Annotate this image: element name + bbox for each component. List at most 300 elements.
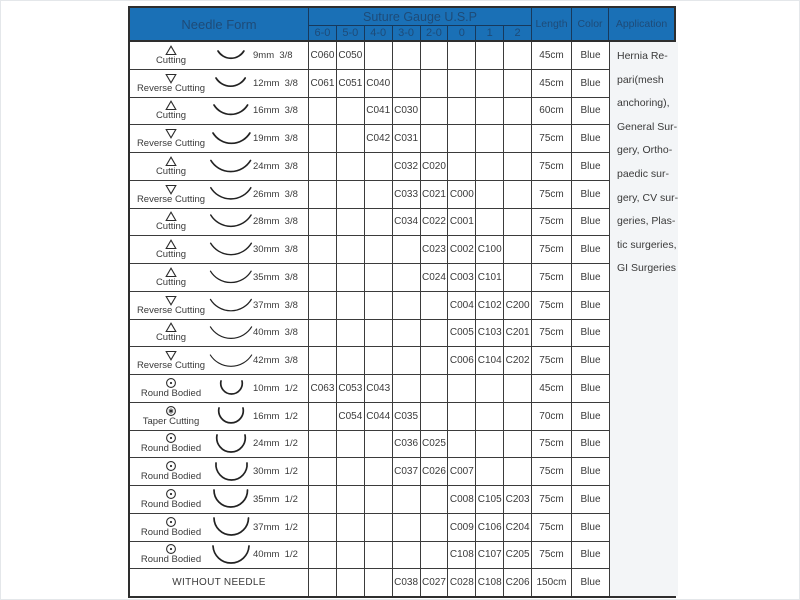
gauge-code-cell	[309, 264, 337, 291]
gauge-code-cell	[504, 375, 532, 402]
gauge-code-cell	[309, 431, 337, 458]
length-cell: 75cm	[532, 125, 572, 152]
needle-curve-icon	[209, 322, 253, 344]
gauge-code-cells	[309, 125, 532, 152]
gauge-code-cells	[309, 292, 532, 319]
length-cell: 75cm	[532, 486, 572, 513]
gauge-code-cells	[309, 42, 532, 69]
table-row	[130, 320, 609, 348]
color-cell: Blue	[580, 521, 601, 533]
gauge-code-cell	[337, 514, 365, 541]
gauge-code-cell: C038	[393, 569, 421, 596]
needle-size-label: 35mm 3/8	[253, 271, 298, 283]
table-row	[130, 542, 609, 570]
gauge-code-cell	[337, 569, 365, 596]
gauge-code-cell	[421, 98, 449, 125]
gauge-code-cell	[337, 347, 365, 374]
gauge-code-cell: C202	[504, 347, 532, 374]
gauge-code-cell: C054	[337, 403, 365, 430]
gauge-code-cell: C043	[365, 375, 393, 402]
color-header: Color	[572, 8, 609, 40]
needle-curve-icon	[209, 240, 253, 259]
gauge-code-cell	[309, 209, 337, 236]
needle-size-label: 37mm 3/8	[253, 299, 298, 311]
gauge-code-cell	[393, 542, 421, 569]
needle-form-cell	[130, 403, 309, 430]
gauge-code-cells	[309, 431, 532, 458]
gauge-code-cell	[309, 320, 337, 347]
table-row	[130, 209, 609, 237]
needle-point-icon	[165, 73, 177, 84]
gauge-code-cell	[365, 320, 393, 347]
gauge-code-cells	[309, 153, 532, 180]
gauge-code-cell	[421, 347, 449, 374]
color-cell: Blue	[580, 466, 601, 478]
needle-form-cell	[130, 486, 309, 513]
needle-size-label: 16mm 1/2	[253, 410, 298, 422]
gauge-code-cell	[448, 153, 476, 180]
gauge-size-2-0: 2-0	[421, 26, 449, 40]
needle-form-cell	[130, 70, 309, 97]
needle-type-label: Reverse Cutting	[136, 304, 206, 316]
gauge-code-cell	[504, 42, 532, 69]
needle-type-label: Reverse Cutting	[136, 360, 206, 372]
needle-type-label: Round Bodied	[140, 387, 202, 399]
length-cell: 45cm	[532, 42, 572, 69]
color-cell: Blue	[580, 188, 601, 200]
color-cell: Blue	[580, 160, 601, 172]
gauge-code-cell	[309, 181, 337, 208]
gauge-code-cell: C041	[365, 98, 393, 125]
gauge-code-cell	[337, 181, 365, 208]
gauge-code-cell	[365, 514, 393, 541]
gauge-code-cell: C036	[393, 431, 421, 458]
needle-curve-icon	[209, 516, 253, 538]
gauge-code-cell: C100	[476, 236, 504, 263]
gauge-code-cell: C040	[365, 70, 393, 97]
gauge-code-cell: C031	[393, 125, 421, 152]
gauge-code-cell	[448, 42, 476, 69]
gauge-code-cell	[504, 209, 532, 236]
needle-type	[133, 184, 209, 205]
needle-type	[133, 461, 209, 482]
needle-size-label: 16mm 3/8	[253, 105, 298, 117]
needle-curve-icon	[209, 49, 253, 62]
gauge-code-cell	[309, 542, 337, 569]
rows-column	[130, 42, 609, 596]
needle-size-label: 19mm 3/8	[253, 133, 298, 145]
needle-curve-icon	[209, 461, 253, 483]
gauge-code-cell: C206	[504, 569, 532, 596]
gauge-code-cell	[309, 236, 337, 263]
gauge-code-cell	[421, 42, 449, 69]
gauge-code-cell: C034	[393, 209, 421, 236]
gauge-code-cell	[448, 70, 476, 97]
gauge-code-cell	[365, 236, 393, 263]
color-cell: Blue	[580, 216, 601, 228]
needle-type-label: Reverse Cutting	[136, 138, 206, 150]
needle-size-label: 40mm 1/2	[253, 549, 298, 561]
gauge-code-cells	[309, 264, 532, 291]
gauge-code-cell	[504, 181, 532, 208]
gauge-code-cell: C032	[393, 153, 421, 180]
gauge-code-cell	[365, 181, 393, 208]
length-cell: 75cm	[532, 458, 572, 485]
gauge-code-cell	[476, 403, 504, 430]
needle-type-label: Round Bodied	[140, 526, 202, 538]
without-needle-label: WITHOUT NEEDLE	[172, 577, 266, 589]
gauge-code-cell	[476, 70, 504, 97]
gauge-code-cell: C044	[365, 403, 393, 430]
gauge-code-cell: C108	[448, 542, 476, 569]
gauge-code-cell: C022	[421, 209, 449, 236]
gauge-header-group	[309, 8, 532, 40]
gauge-code-cell: C009	[448, 514, 476, 541]
length-cell: 75cm	[532, 514, 572, 541]
gauge-code-cell: C205	[504, 542, 532, 569]
needle-point-icon	[165, 517, 177, 528]
color-cell: Blue	[580, 493, 601, 505]
color-cell: Blue	[580, 271, 601, 283]
needle-form-cell	[130, 153, 309, 180]
needle-form-cell	[130, 181, 309, 208]
application-text-line: General Sur-	[617, 120, 678, 133]
gauge-size-1: 1	[476, 26, 504, 40]
gauge-code-cell	[365, 569, 393, 596]
gauge-code-cell: C063	[309, 375, 337, 402]
needle-type-label: Cutting	[155, 54, 187, 66]
gauge-code-cell	[504, 153, 532, 180]
gauge-code-cell	[393, 514, 421, 541]
needle-type	[133, 128, 209, 149]
gauge-code-cell: C203	[504, 486, 532, 513]
needle-curve-icon	[209, 103, 253, 118]
gauge-code-cell: C201	[504, 320, 532, 347]
needle-curve-icon	[209, 544, 253, 566]
gauge-code-cells	[309, 320, 532, 347]
needle-curve-icon	[209, 158, 253, 175]
gauge-title: Suture Gauge U.S.P	[309, 8, 531, 26]
needle-form-cell	[130, 236, 309, 263]
gauge-size-5-0: 5-0	[337, 26, 365, 40]
gauge-code-cell: C007	[448, 458, 476, 485]
gauge-code-cell: C037	[393, 458, 421, 485]
gauge-code-cell: C008	[448, 486, 476, 513]
gauge-code-cells	[309, 181, 532, 208]
gauge-code-cell	[476, 431, 504, 458]
gauge-code-cell: C000	[448, 181, 476, 208]
table-row	[130, 458, 609, 486]
needle-point-icon	[165, 295, 177, 306]
gauge-code-cell: C023	[421, 236, 449, 263]
needle-type-label: Cutting	[155, 332, 187, 344]
gauge-code-cell: C050	[337, 42, 365, 69]
needle-size-label: 10mm 1/2	[253, 382, 298, 394]
gauge-code-cell	[337, 486, 365, 513]
gauge-code-cell	[448, 431, 476, 458]
length-cell: 75cm	[532, 153, 572, 180]
color-cell: Blue	[580, 244, 601, 256]
gauge-code-cell: C026	[421, 458, 449, 485]
needle-size-label: 42mm 3/8	[253, 355, 298, 367]
gauge-code-cell: C060	[309, 42, 337, 69]
application-text-line: paedic sur-	[617, 167, 669, 180]
gauge-code-cell	[337, 264, 365, 291]
gauge-code-cell: C030	[393, 98, 421, 125]
needle-form-cell	[130, 320, 309, 347]
gauge-code-cell	[337, 125, 365, 152]
gauge-code-cell	[309, 292, 337, 319]
needle-type-label: Reverse Cutting	[136, 193, 206, 205]
table-row	[130, 125, 609, 153]
gauge-size-4-0: 4-0	[365, 26, 393, 40]
gauge-size-0: 0	[448, 26, 476, 40]
gauge-code-cell	[309, 403, 337, 430]
gauge-size-6-0: 6-0	[309, 26, 337, 40]
gauge-code-cell	[476, 98, 504, 125]
gauge-code-cells	[309, 403, 532, 430]
gauge-code-cells	[309, 514, 532, 541]
gauge-code-cell: C101	[476, 264, 504, 291]
needle-curve-icon	[209, 433, 253, 455]
application-text-line: gery, Ortho-	[617, 144, 673, 157]
length-cell: 75cm	[532, 209, 572, 236]
length-cell: 75cm	[532, 292, 572, 319]
color-cell: Blue	[580, 410, 601, 422]
needle-curve-icon	[209, 379, 253, 398]
needle-curve-icon	[209, 350, 253, 372]
gauge-code-cell: C002	[448, 236, 476, 263]
needle-curve-icon	[209, 488, 253, 510]
gauge-code-cells	[309, 347, 532, 374]
color-cell: Blue	[580, 549, 601, 561]
needle-point-icon	[165, 406, 177, 417]
table-row	[130, 153, 609, 181]
needle-type	[133, 322, 209, 343]
gauge-code-cell	[393, 347, 421, 374]
gauge-code-cells	[309, 375, 532, 402]
gauge-code-cells	[309, 486, 532, 513]
length-cell: 45cm	[532, 375, 572, 402]
color-cell: Blue	[580, 327, 601, 339]
length-cell: 75cm	[532, 181, 572, 208]
needle-size-label: 9mm 3/8	[253, 49, 293, 61]
gauge-code-cell	[309, 569, 337, 596]
gauge-code-cell	[393, 320, 421, 347]
gauge-code-cell	[365, 292, 393, 319]
gauge-code-cell	[421, 70, 449, 97]
needle-form-cell	[130, 125, 309, 152]
gauge-code-cell	[337, 320, 365, 347]
needle-size-label: 26mm 3/8	[253, 188, 298, 200]
needle-size-label: 40mm 3/8	[253, 327, 298, 339]
needle-curve-icon	[209, 295, 253, 316]
application-header: Application	[615, 18, 668, 30]
gauge-code-cell	[448, 375, 476, 402]
table-row	[130, 70, 609, 98]
length-cell: 75cm	[532, 347, 572, 374]
length-cell: 75cm	[532, 320, 572, 347]
needle-size-label: 30mm 3/8	[253, 244, 298, 256]
gauge-size-row	[309, 26, 531, 40]
needle-size-label: 30mm 1/2	[253, 466, 298, 478]
color-cell: Blue	[580, 77, 601, 89]
color-cell: Blue	[580, 105, 601, 117]
gauge-code-cell: C003	[448, 264, 476, 291]
table-row	[130, 264, 609, 292]
gauge-code-cell	[421, 486, 449, 513]
gauge-code-cell	[309, 458, 337, 485]
gauge-code-cell	[309, 347, 337, 374]
color-cell: Blue	[580, 355, 601, 367]
gauge-code-cell	[504, 70, 532, 97]
color-cell: Blue	[580, 382, 601, 394]
gauge-code-cell	[337, 153, 365, 180]
table-row	[130, 569, 609, 596]
gauge-code-cell	[476, 181, 504, 208]
gauge-code-cell	[476, 125, 504, 152]
gauge-code-cell	[337, 431, 365, 458]
gauge-code-cell: C028	[448, 569, 476, 596]
gauge-code-cell: C051	[337, 70, 365, 97]
gauge-code-cell	[365, 347, 393, 374]
table-row	[130, 98, 609, 126]
gauge-size-2: 2	[514, 27, 521, 39]
gauge-code-cell	[365, 42, 393, 69]
gauge-code-cells	[309, 458, 532, 485]
color-cell: Blue	[580, 299, 601, 311]
gauge-code-cell	[337, 542, 365, 569]
gauge-code-cell	[337, 98, 365, 125]
table-row	[130, 431, 609, 459]
needle-form-cell	[130, 458, 309, 485]
table-row	[130, 375, 609, 403]
gauge-code-cell	[393, 486, 421, 513]
needle-type	[133, 267, 209, 288]
gauge-code-cell	[504, 98, 532, 125]
needle-curve-icon	[209, 185, 253, 203]
length-cell: 75cm	[532, 236, 572, 263]
length-cell: 70cm	[532, 403, 572, 430]
needle-form-cell	[130, 209, 309, 236]
needle-size-label: 37mm 1/2	[253, 521, 298, 533]
gauge-code-cell: C021	[421, 181, 449, 208]
gauge-code-cell: C024	[421, 264, 449, 291]
gauge-code-cell	[476, 209, 504, 236]
table-row	[130, 181, 609, 209]
needle-curve-icon	[209, 212, 253, 231]
gauge-code-cell	[337, 292, 365, 319]
gauge-code-cell: C105	[476, 486, 504, 513]
needle-form-cell	[130, 292, 309, 319]
gauge-code-cell	[337, 209, 365, 236]
needle-type-label: Round Bodied	[140, 498, 202, 510]
needle-form-cell	[130, 98, 309, 125]
needle-curve-icon	[209, 131, 253, 147]
gauge-code-cell	[309, 486, 337, 513]
gauge-code-cell: C103	[476, 320, 504, 347]
suture-spec-table	[128, 6, 679, 598]
length-cell: 45cm	[532, 70, 572, 97]
gauge-code-cell	[337, 236, 365, 263]
gauge-code-cell	[393, 42, 421, 69]
gauge-code-cell: C004	[448, 292, 476, 319]
gauge-code-cell: C061	[309, 70, 337, 97]
needle-size-label: 28mm 3/8	[253, 216, 298, 228]
gauge-code-cells	[309, 542, 532, 569]
gauge-code-cell	[365, 209, 393, 236]
gauge-code-cell: C107	[476, 542, 504, 569]
gauge-code-cell: C005	[448, 320, 476, 347]
length-cell: 75cm	[532, 542, 572, 569]
needle-size-label: 35mm 1/2	[253, 493, 298, 505]
color-cell: Blue	[580, 577, 601, 589]
gauge-code-cell	[393, 375, 421, 402]
gauge-code-cell	[476, 458, 504, 485]
gauge-code-cell	[476, 375, 504, 402]
gauge-code-cell: C035	[393, 403, 421, 430]
needle-type-label: Reverse Cutting	[136, 82, 206, 94]
gauge-code-cell	[393, 236, 421, 263]
gauge-code-cell	[365, 486, 393, 513]
gauge-code-cell	[504, 125, 532, 152]
gauge-code-cell	[393, 70, 421, 97]
needle-type-label: Cutting	[155, 110, 187, 122]
gauge-code-cells	[309, 209, 532, 236]
gauge-code-cell	[393, 264, 421, 291]
needle-type	[133, 100, 209, 121]
gauge-code-cell	[421, 320, 449, 347]
gauge-code-cell: C006	[448, 347, 476, 374]
needle-size-label: 24mm 1/2	[253, 438, 298, 450]
gauge-code-cells	[309, 236, 532, 263]
needle-form-cell	[130, 264, 309, 291]
needle-type	[133, 295, 209, 316]
needle-type	[133, 544, 209, 565]
gauge-code-cell: C102	[476, 292, 504, 319]
gauge-code-cell	[476, 153, 504, 180]
needle-type	[133, 378, 209, 399]
application-cell	[609, 42, 678, 596]
gauge-size-3-0: 3-0	[393, 26, 421, 40]
gauge-code-cell: C108	[476, 569, 504, 596]
table-row	[130, 514, 609, 542]
application-text-line: gery, CV sur-	[617, 191, 679, 204]
needle-form-cell	[130, 514, 309, 541]
application-text-line: GI Surgeries	[617, 262, 676, 275]
gauge-code-cell	[365, 431, 393, 458]
gauge-code-cell	[504, 264, 532, 291]
needle-size-label: 12mm 3/8	[253, 77, 298, 89]
needle-type	[133, 239, 209, 260]
gauge-code-cell	[504, 403, 532, 430]
gauge-code-cell: C204	[504, 514, 532, 541]
needle-curve-icon	[209, 267, 253, 288]
needle-form-cell	[130, 542, 309, 569]
gauge-code-cells	[309, 70, 532, 97]
gauge-code-cell	[309, 125, 337, 152]
needle-type-label: Round Bodied	[140, 554, 202, 566]
gauge-code-cell: C027	[421, 569, 449, 596]
table-row	[130, 486, 609, 514]
gauge-code-cell: C033	[393, 181, 421, 208]
needle-type-label: Cutting	[155, 221, 187, 233]
needle-type-label: Round Bodied	[140, 471, 202, 483]
needle-type	[133, 73, 209, 94]
needle-type-label: Round Bodied	[140, 443, 202, 455]
needle-form-cell	[130, 42, 309, 69]
application-text-line: Hernia Re-	[617, 50, 668, 62]
